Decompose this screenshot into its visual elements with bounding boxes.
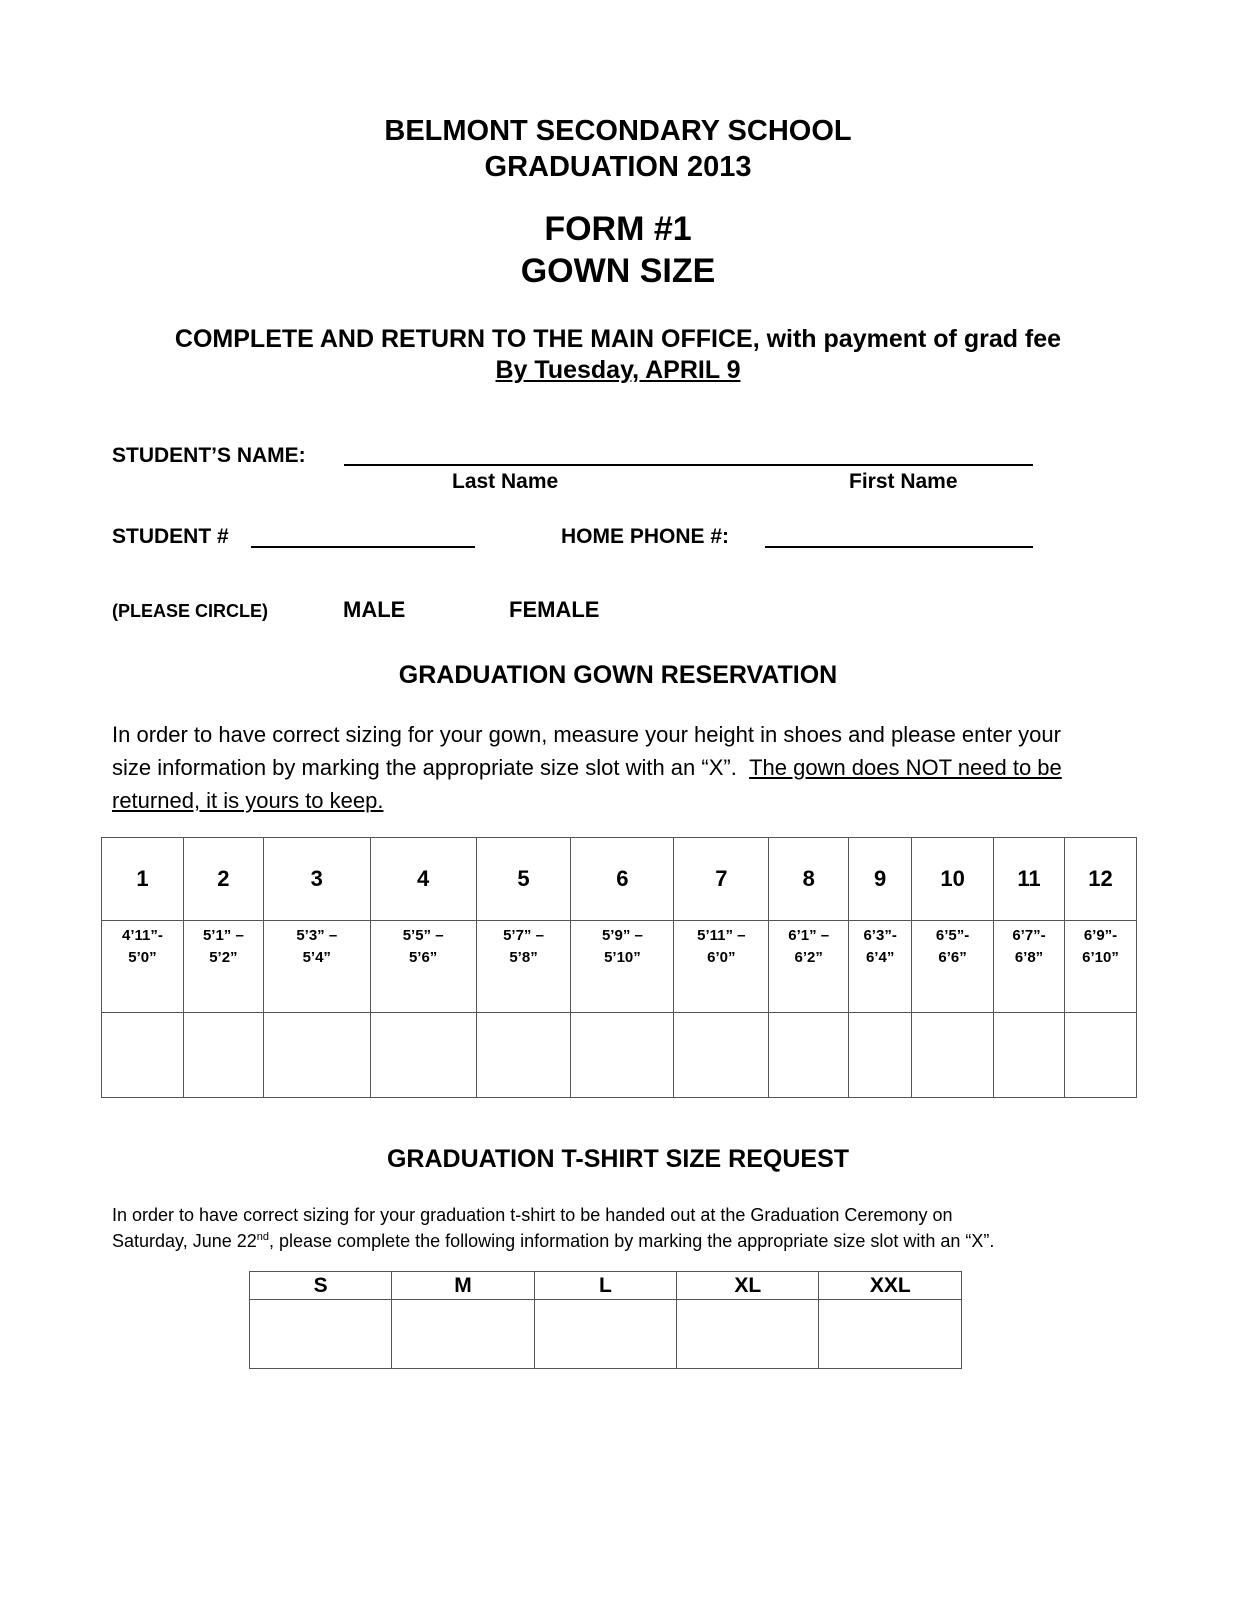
- tshirt-size-slot[interactable]: [819, 1300, 962, 1369]
- blank-row: [250, 1300, 962, 1369]
- student-number-field[interactable]: [251, 546, 475, 548]
- option-male[interactable]: MALE: [343, 597, 406, 622]
- student-name-field[interactable]: [344, 464, 1033, 466]
- tshirt-instructions: [112, 1204, 994, 1252]
- tshirt-size-label: L: [534, 1272, 676, 1300]
- gown-size-number: 3: [263, 838, 370, 921]
- gown-size-number: 1: [102, 838, 184, 921]
- form-title: GOWN SIZE: [520, 252, 716, 290]
- gown-height-range: 6’5”- 6’6”: [912, 921, 994, 1013]
- home-phone-field[interactable]: [765, 546, 1033, 548]
- gown-size-slot[interactable]: [476, 1013, 571, 1098]
- gown-height-range: 6’9”- 6’10”: [1064, 921, 1136, 1013]
- gown-note: The gown does NOT need to be returned, it is yours to keep.: [112, 755, 1062, 813]
- gown-height-range: 5’9” – 5’10”: [571, 921, 674, 1013]
- tshirt-text-line1: In order to have correct sizing for your graduation t-shirt to be handed out at the Graduation Ceremony on: [112, 1205, 953, 1225]
- gown-size-slot[interactable]: [102, 1013, 184, 1098]
- gown-height-range: 5’11” – 6’0”: [674, 921, 769, 1013]
- gown-size-number: 12: [1064, 838, 1136, 921]
- gown-size-number: 4: [370, 838, 476, 921]
- return-instruction: COMPLETE AND RETURN TO THE MAIN OFFICE, with payment of grad fee: [174, 325, 1062, 353]
- gown-height-range: 6’7”- 6’8”: [994, 921, 1065, 1013]
- tshirt-size-label: M: [392, 1272, 534, 1300]
- gown-instruction-text: In order to have correct sizing for your gown, measure your height in shoes and please enter your size information by marking the appropriate size slot with an “X”.: [112, 722, 1061, 780]
- option-female[interactable]: FEMALE: [509, 597, 600, 622]
- first-name-caption: First Name: [849, 470, 958, 493]
- gown-height-range: 6’1” – 6’2”: [769, 921, 849, 1013]
- hgt-row: [102, 921, 1137, 1013]
- gown-height-range: 5’7” – 5’8”: [476, 921, 571, 1013]
- gown-size-slot[interactable]: [370, 1013, 476, 1098]
- tshirt-size-label: XXL: [819, 1272, 962, 1300]
- deadline: By Tuesday, APRIL 9: [495, 356, 741, 384]
- event-title: GRADUATION 2013: [484, 151, 752, 183]
- gown-height-range: 4’11”- 5’0”: [102, 921, 184, 1013]
- tshirt-section-title: GRADUATION T-SHIRT SIZE REQUEST: [386, 1145, 850, 1173]
- gown-size-slot[interactable]: [994, 1013, 1065, 1098]
- gown-section-title: GRADUATION GOWN RESERVATION: [398, 661, 838, 689]
- gown-size-slot[interactable]: [849, 1013, 912, 1098]
- gown-height-range: 5’3” – 5’4”: [263, 921, 370, 1013]
- tshirt-text-line2: Saturday, June 22nd, please complete the following information by marking the appropriate size slot with an “X”.: [112, 1231, 995, 1251]
- tshirt-size-slot[interactable]: [392, 1300, 534, 1369]
- gown-size-number: 10: [912, 838, 994, 921]
- gown-size-slot[interactable]: [674, 1013, 769, 1098]
- home-phone-label: HOME PHONE #:: [561, 525, 730, 548]
- tshirt-size-label: XL: [677, 1272, 819, 1300]
- tshirt-size-slot[interactable]: [534, 1300, 676, 1369]
- num-row: [102, 838, 1137, 921]
- gown-size-slot[interactable]: [912, 1013, 994, 1098]
- gown-size-table: [101, 837, 1137, 1098]
- gown-height-range: 5’5” – 5’6”: [370, 921, 476, 1013]
- gown-size-number: 8: [769, 838, 849, 921]
- gown-size-number: 2: [183, 838, 263, 921]
- gown-instructions: [112, 718, 1102, 817]
- please-circle: (PLEASE CIRCLE): [112, 601, 269, 621]
- gown-height-range: 5’1” – 5’2”: [183, 921, 263, 1013]
- gown-size-slot[interactable]: [1064, 1013, 1136, 1098]
- tshirt-size-table: [249, 1271, 962, 1369]
- gown-size-slot[interactable]: [769, 1013, 849, 1098]
- gown-size-slot[interactable]: [263, 1013, 370, 1098]
- gown-size-number: 7: [674, 838, 769, 921]
- gown-size-number: 11: [994, 838, 1065, 921]
- gown-size-slot[interactable]: [571, 1013, 674, 1098]
- student-number-label: STUDENT #: [112, 525, 229, 548]
- form-number: FORM #1: [544, 210, 692, 248]
- tshirt-size-slot[interactable]: [250, 1300, 392, 1369]
- blank-row: [102, 1013, 1137, 1098]
- h-row: [250, 1272, 962, 1300]
- tshirt-size-label: S: [250, 1272, 392, 1300]
- gown-size-number: 6: [571, 838, 674, 921]
- gown-size-slot[interactable]: [183, 1013, 263, 1098]
- school-name: BELMONT SECONDARY SCHOOL: [384, 115, 852, 147]
- last-name-caption: Last Name: [452, 470, 559, 493]
- gown-height-range: 6’3”- 6’4”: [849, 921, 912, 1013]
- tshirt-size-slot[interactable]: [677, 1300, 819, 1369]
- gown-size-number: 9: [849, 838, 912, 921]
- student-name-label: STUDENT’S NAME:: [112, 444, 306, 467]
- gown-size-number: 5: [476, 838, 571, 921]
